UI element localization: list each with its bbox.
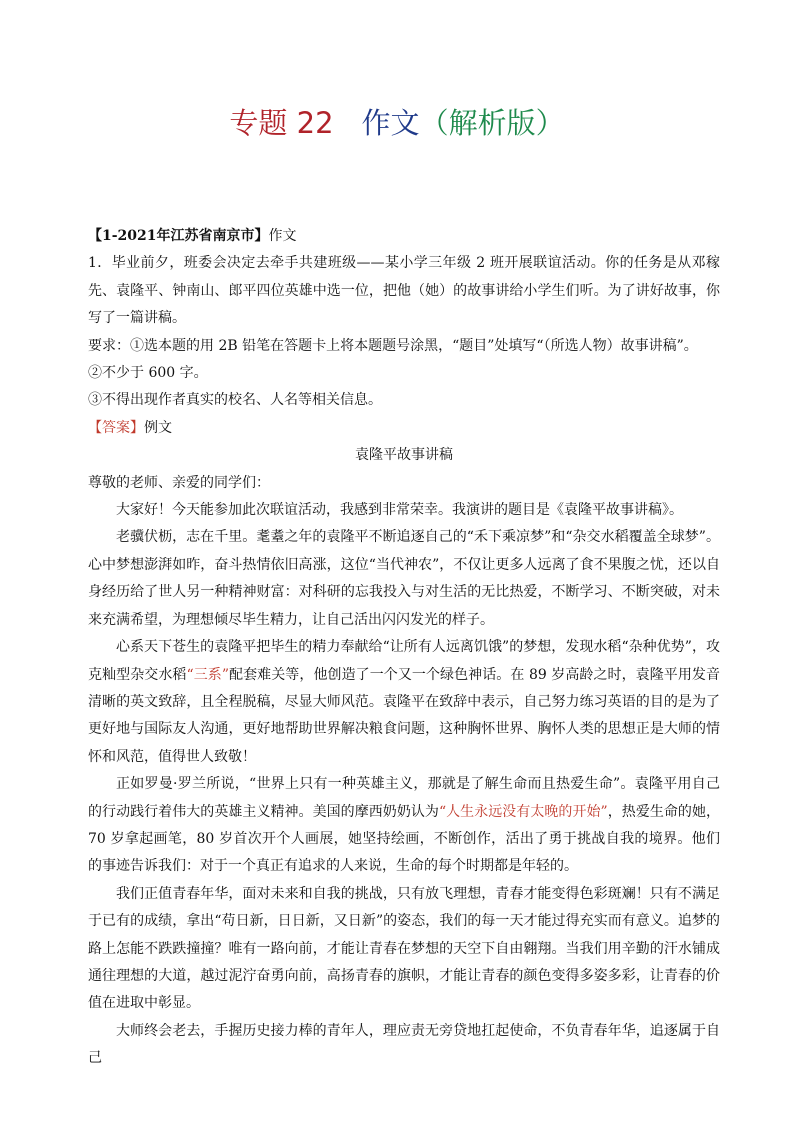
answer-tag-suffix: 例文 <box>144 419 172 436</box>
essay-paragraph-6: 大师终会老去，手握历史接力棒的青年人，理应责无旁贷地扛起使命，不负青春年华，追逐属于自己 <box>88 1022 720 1067</box>
requirement-2: ②不少于 600 字。 <box>88 365 208 382</box>
question-source-line <box>88 223 720 250</box>
question-prompt: 1．毕业前夕，班委会决定去牵手共建班级——某小学三年级 2 班开展联谊活动。你的任务是从邓稼先、袁隆平、钟南山、郎平四位英雄中选一位，把他（她）的故事讲给小学生们听。为了讲好故事，你写了一篇讲稿。 <box>88 255 720 327</box>
document-body <box>88 223 720 1073</box>
essay-title: 袁隆平故事讲稿 <box>355 447 453 464</box>
essay-paragraph-4-part-a: 正如罗曼·罗兰所说，“世界上只有一种英雄主义，那就是了解生命而且热爱生命”。袁隆平用自己的行动践行着伟大的英雄主义精神。美国的摩西奶奶认为 <box>88 776 720 820</box>
title-edition: （解析版） <box>419 106 565 140</box>
essay-paragraph-3-highlight: “三系” <box>186 666 229 683</box>
essay-paragraph-5: 我们正值青春年华，面对未来和自我的挑战，只有放飞理想，青春才能变得色彩斑斓！只有不满足于已有的成绩，拿出“苟日新，日日新，又日新”的姿态，我们的每一天才能过得充实而有意义。追梦的路上怎能不跌跌撞撞？唯有一路向前，才能让青春在梦想的天空下自由翱翔。当我们用辛勤的汗水铺成通往理想的大道，越过泥泞奋勇向前，高扬青春的旗帜，才能让青春的颜色变得多姿多彩，让青春的价值在进取中彰显。 <box>88 885 720 1012</box>
answer-line <box>88 415 720 442</box>
title-subject: 作文 <box>361 106 420 140</box>
question-source-suffix: 作文 <box>268 228 297 244</box>
page-title <box>0 103 794 143</box>
essay-paragraph-3 <box>88 634 720 771</box>
essay-paragraph-3-part-a: 心系天下苍生的袁隆平把毕生的精力奉献给“让所有人远离饥饿”的梦想，发现水稻“杂种优势”，攻克籼型杂交水稻 <box>88 639 720 683</box>
essay-greeting: 尊敬的老师、亲爱的同学们： <box>88 474 270 491</box>
essay-paragraph-4 <box>88 771 720 881</box>
question-source: 【1-2021年江苏省南京市】 <box>88 228 269 244</box>
essay-paragraph-1: 大家好！今天能参加此次联谊活动，我感到非常荣幸。我演讲的题目是《袁隆平故事讲稿》。 <box>116 502 683 519</box>
answer-tag: 【答案】 <box>88 419 144 436</box>
essay-paragraph-3-part-b: 配套难关等，他创造了一个又一个绿色神话。在 89 岁高龄之时，袁隆平用发音清晰的英文致辞，且全程脱稿，尽显大师风范。袁隆平在致辞中表示，自己努力练习英语的目的是为了更好地与国际友人沟通，更好地帮助世界解决粮食问题，这种胸怀世界、胸怀人类的思想正是大师的情怀和风范，值得世人致敬！ <box>88 666 720 765</box>
essay-paragraph-4-highlight: “人生永远没有太晚的开始” <box>438 803 608 820</box>
essay-paragraph-4-part-b: ，热爱生命的她，70 岁拿起画笔，80 岁首次开个人画展，她坚持绘画，不断创作，活出了勇于挑战自我的境界。他们的事迹告诉我们：对于一个真正有追求的人来说，生命的每个时期都是年轻的。 <box>88 803 721 875</box>
requirement-3: ③不得出现作者真实的校名、人名等相关信息。 <box>88 392 382 409</box>
title-topic-number: 专题 22 <box>229 106 334 140</box>
essay-paragraph-2: 老骥伏枥，志在千里。耄耋之年的袁隆平不断追逐自己的“禾下乘凉梦”和“杂交水稻覆盖全球梦”。心中梦想澎湃如昨，奋斗热情依旧高涨，这位“当代神农”，不仅让更多人远离了食不果腹之忧，还以自身经历给了世人另一种精神财富：对科研的忘我投入与对生活的无比热爱，不断学习、不断突破，对未来充满希望，为理想倾尽毕生精力，让自己活出闪闪发光的样子。 <box>88 529 720 628</box>
requirement-1: 要求：①选本题的用 2B 铅笔在答题卡上将本题题号涂黑，“题目”处填写“（所选人物）故事讲稿”。 <box>88 337 698 354</box>
